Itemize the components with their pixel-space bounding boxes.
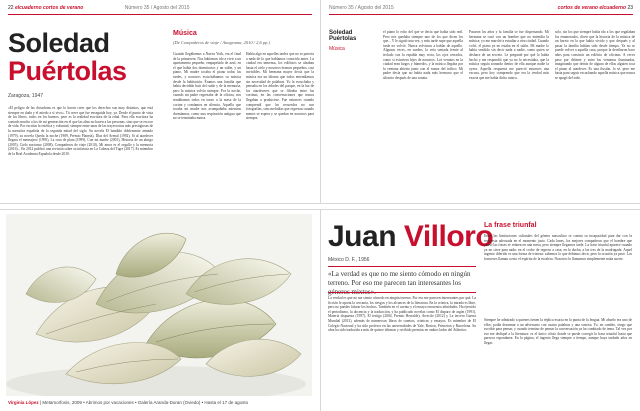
author-first-name: Soledad bbox=[8, 28, 110, 58]
author2-bio: La verdad es que no me siento cómodo en ningún terreno. Por eso me parecen interesantes por qué. La ficción le aporta la cercanía, los riesgos y los alcances de la literatura. En la crónica, la mirada es libre, pero no puedes falsear los hechos. También en el cuento y el ensayo encuentro afinidades. Ha ejercido el periodismo, la docencia y la traducción, y ha publicado novelas como El disparo de argón (1991), Materia dispuesta (1997), El testigo (2004, Premio Herralde), Arrecife (2012) y La tercera Guerra Mundial (2013), además de numerosos libros de cuentos, crónicas y ensayos. Es miembro de El Colegio Nacional y ha sido profesor en las universidades de Yale, Boston, Princeton y Barcelona. Su obra ha sido traducida a más de quince idiomas y recibido premios en ambos lados del Atlántico. bbox=[328, 296, 476, 333]
spread-divider bbox=[0, 203, 640, 210]
story-column-1: Cuando llegábamos a Nueva York, era el final de la primavera. Nos habíamos ido a vivir a un apartamento pequeño, empapelado de azul, en el que había dos dormitorios y un salón, y un piano. Mi madre tocaba el piano todas las tardes, y nosotros escuchábamos su música desde la habitación. Éramos una familia que había decidido huir del ruido y de la memoria, pero la música volvía siempre. Por la noche, cuando mi padre regresaba de la oficina, nos sentábamos todos en torno a la mesa de la cocina y comíamos en silencio. Aquello que tocaba mi madre nos acompañaba mientras dormíamos, como una respiración antigua que no se terminaba nunca. bbox=[173, 52, 241, 121]
author2-name bbox=[328, 222, 493, 252]
issue-label: Número 35 / Agosto del 2015 bbox=[124, 5, 190, 11]
pull-quote: «La verdad es que no me siento cómodo en ningún terreno. Por eso me parecen tan interesantes los géneros mixtos». bbox=[328, 270, 471, 296]
story-column-4: Pasaron los años y la familia se fue dispersando. Mi hermana se casó con un hombre que no entendía la música; yo me marché a estudiar a otra ciudad. Cuando volví, el piano ya no estaba en el salón. Mi madre lo había vendido sin decir nada a nadie, como quien se deshace de un secreto. Le pregunté por qué lo había hecho y me respondió que ya no lo necesitaba, que la música seguía sonando dentro de ella aunque nadie la oyera. Aquella respuesta me pareció entonces una excusa, pero hoy comprendo que era la verdad más exacta que me había dicho nunca. bbox=[469, 30, 549, 80]
caption-details: | Metamorfosis, 2009 • Abrimos por vacaciones • Galería Aranda-Duran (Oviedo) • Hasta el 17 de agosto bbox=[39, 400, 249, 405]
header-rule bbox=[329, 14, 633, 15]
page-number: 22 bbox=[8, 5, 14, 11]
magazine-name: elcuaderno bbox=[599, 5, 627, 11]
author2-birth: México D. F., 1956 bbox=[328, 257, 370, 263]
magazine-name: elcuaderno bbox=[14, 5, 42, 11]
issue-label: Número 35 / Agosto del 2015 bbox=[329, 5, 394, 11]
artwork-photo bbox=[6, 214, 312, 396]
photo-caption bbox=[8, 400, 248, 405]
piece2-title: La frase triunfal bbox=[484, 222, 537, 229]
quote-rule-bottom bbox=[328, 292, 476, 293]
porcelain-leaves-artwork bbox=[6, 214, 312, 396]
author-last-name: Puértolas bbox=[8, 56, 127, 86]
quote-rule bbox=[328, 266, 476, 267]
piece-title: Música bbox=[173, 30, 197, 37]
series-name: cortos de verano bbox=[557, 5, 598, 11]
right-page-header bbox=[329, 5, 633, 11]
author-bio: «El peligro de las dictaduras es que lo hacen creer que los derechos son muy distintos, que está siempre en duda y el miedo a sí vivo». Tú creer que fue enseguida hoy, ya. Desde el punto de vista de los libros, todos en los buenos, pero es la realidad escritora de la edad. Para ella escritora ha contado mucho a los de mi generación en el que las altas no hacen a las personas, sino que se escoce de vida. Por escritas la estética y voluntad, siempre entre unas de las trayectorias más prestigiosas de la narrativa española de la segunda mitad del siglo. Su novela El bandido doblemente armado (1979), su novela Queda la noche (1989, Premio Planeta), Días del Arenal (1992), Si al atardecer llegara el mensajero (1995), La rosa de plata (1999), Con mi madre (2001), Historia de un abrigo (2005), Cielo nocturno (2008), Compañeros de viaje (2010), Mi amor es el orgullo y la memoria (2016)... En 2012 publicó una revisión sobre su infancia en La Cabeza del Tigre (2017). Es miembro de la Real Academia Española desde 2010. bbox=[8, 106, 153, 156]
piece-source: (De Compañeros de viaje / Anagrama, 2010 / 2,6 pp.) bbox=[173, 40, 270, 45]
story-column-2: Había algo en aquellas tardes que no se parecía a nada de lo que habíamos conocido antes. La ciudad era inmensa, los edificios se alzaban hasta el cielo y nosotros éramos pequeños, casi invisibles. Mi hermana mayor decía que la música era un idioma que todos entendíamos sin necesidad de palabras. Yo la escuchaba y pensaba en los árboles del parque, en la luz de los atardeceres que se filtraba entre las cortinas, en las conversaciones que nunca llegaban a producirse. Fue entonces cuando comprendí que los recuerdos no son fotografías, sino melodías que regresan cuando menos se espera y se quedan en nosotros para siempre. bbox=[246, 52, 314, 121]
series-name: cortos de verano bbox=[43, 5, 84, 11]
left-page-header bbox=[8, 5, 189, 11]
author-birth: Zaragoza, 1947 bbox=[8, 93, 44, 99]
page-number: 23 bbox=[627, 5, 633, 11]
author2-first-name: Juan bbox=[328, 220, 397, 253]
author2-last-name: Villoro bbox=[403, 220, 494, 253]
story2-column-2: Siempre he admirado a quienes tienen la réplica exacta en la punta de la lengua. Mi abuelo era uno de ellos; podía desarmar a un adversario con cuatro palabras y una sonrisa. Yo, en cambio, tengo que escribir para pensar, y cuando termino de pensar la conversación ya ha cambiado de tema. Tal vez por eso me dediqué a la literatura: es el único oficio donde se puede corregir la frase triunfal hasta que parezca espontánea. En la página, el ingenio llega siempre a tiempo, aunque haya tardado años en llegar. bbox=[484, 318, 632, 345]
running-piece: Música bbox=[329, 46, 345, 52]
story-column-5: solo, sin los que siempre había ido a los que regalaban los enamorados, dicen que la historia de la música de un barrio en la que había vivido y que después y al pasar la familia habían sido desde tiempo. Ya no se puede volver a aquella casa, porque la derribaron hace años para construir un edificio de oficinas. A veces paso por delante y miro las ventanas iluminadas, imaginando que detrás de alguna de ellas alguien toca el piano al atardecer. Es una ilusión, lo sé, pero me basta para seguir escuchando aquella música que nunca se apagó del todo. bbox=[555, 30, 635, 80]
running-author: Soledad Puértolas bbox=[329, 30, 357, 42]
story2-column-1: Entre las limitaciones culturales del género masculino se cuenta su incapacidad para dar con la respuesta adecuada en el momento justo. Cada lunes, los mejores compañeros que el hombre que pensó las frases se reúnen en una mesa, pero siempre llegamos tarde. La frase triunfal aparece cuando ya no sirve para nada: en el coche de regreso a casa, en la ducha, a las tres de la madrugada. Aquel ingenio diferido es una forma de tristeza: sabemos lo que debimos decir, pero la ocasión ya pasó. Los franceses llaman a esto el espíritu de la escalera. Nosotros lo llamamos simplemente mala suerte. bbox=[484, 234, 632, 261]
story-column-3: el piano lo echo del que se decía que había sido real. Pero nos quedaba siempre uno de los que dicen los que... Y le siguió una vez, y más tarde supe que aquella tarde no volvió. Nunca volvimos a hablar de aquello. Algunas veces, en sueños, la veía sentada frente al teclado con la espalda muy recta, los ojos cerrados, como si estuviera lejos de nosotros. Los veranos en la ciudad eran largos y húmedos, y la música llegaba por la ventana abierta junto con el rumor del tráfico. Mi padre decía que no había nada más hermoso que el silencio después de una sonata. bbox=[383, 30, 463, 80]
header-rule bbox=[8, 14, 312, 15]
caption-artist: Virginia López bbox=[8, 400, 39, 405]
